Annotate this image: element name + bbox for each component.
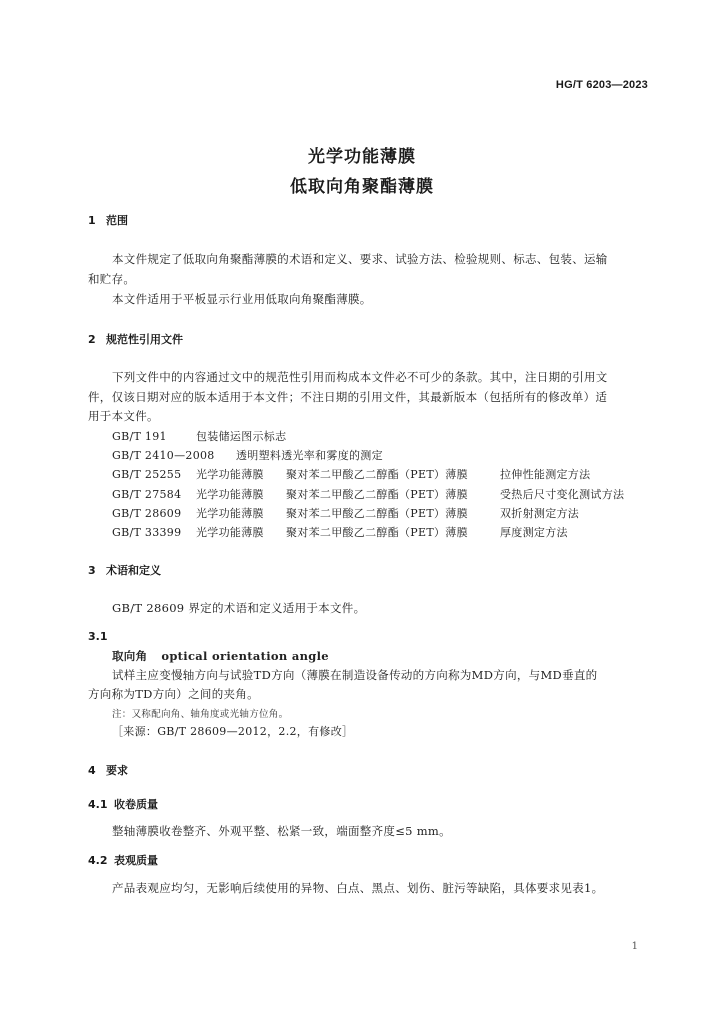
paragraph: 用于本文件。: [88, 409, 159, 423]
section-title: 范围: [106, 214, 128, 227]
term-number: 3.1: [88, 630, 108, 643]
paragraph: 下列文件中的内容通过文中的规范性引用而构成本文件必不可少的条款。其中，注日期的引用文: [112, 370, 608, 384]
section-1-heading: [88, 212, 128, 228]
reference-title: 双折射测定方法: [500, 507, 580, 520]
paragraph: GB/T 28609 界定的术语和定义适用于本文件。: [112, 601, 366, 615]
reference-material: 聚对苯二甲酸乙二醇酯（PET）薄膜: [286, 488, 468, 501]
subsection-title: 收卷质量: [114, 798, 158, 811]
reference-title: 厚度测定方法: [500, 526, 568, 539]
reference-part: 光学功能薄膜: [196, 507, 264, 520]
paragraph: 和贮存。: [88, 272, 136, 286]
subsection-title: 表观质量: [114, 854, 158, 867]
paragraph: 本文件适用于平板显示行业用低取向角聚酯薄膜。: [112, 292, 372, 306]
section-title: 要求: [106, 764, 128, 777]
section-number: 2: [88, 333, 96, 346]
reference-item: [112, 486, 624, 502]
subsection-number: 4.1: [88, 798, 108, 811]
term-source: ［来源：GB/T 28609—2012，2.2，有修改］: [112, 725, 354, 738]
reference-item: [112, 466, 590, 482]
reference-item: [112, 428, 286, 444]
paragraph: 本文件规定了低取向角聚酯薄膜的术语和定义、要求、试验方法、检验规则、标志、包装、运输: [112, 252, 608, 266]
definition-text: 方向称为TD方向）之间的夹角。: [88, 687, 259, 701]
paragraph: 产品表观应均匀，无影响后续使用的异物、白点、黑点、划伤、脏污等缺陷，具体要求见表1。: [112, 881, 604, 895]
reference-material: 聚对苯二甲酸乙二醇酯（PET）薄膜: [286, 507, 468, 520]
section-number: 1: [88, 214, 96, 227]
standard-number: HG/T 6203—2023: [555, 79, 648, 91]
reference-code: GB/T 27584: [112, 488, 182, 501]
reference-item: [112, 505, 579, 521]
term-english: optical orientation angle: [161, 649, 329, 663]
reference-part: 光学功能薄膜: [196, 468, 264, 481]
section-number: 4: [88, 764, 96, 777]
section-number: 3: [88, 564, 96, 577]
reference-code: GB/T 2410—2008: [112, 449, 215, 462]
section-3-heading: [88, 562, 161, 578]
paragraph: 件，仅该日期对应的版本适用于本文件；不注日期的引用文件，其最新版本（包括所有的修改单）适: [88, 390, 608, 404]
reference-material: 聚对苯二甲酸乙二醇酯（PET）薄膜: [286, 468, 468, 481]
section-title: 术语和定义: [106, 564, 161, 577]
definition-text: 试样主应变慢轴方向与试验TD方向（薄膜在制造设备传动的方向称为MD方向，与MD垂直的: [112, 668, 598, 682]
reference-title: 受热后尺寸变化测试方法: [500, 488, 625, 501]
subsection-number: 4.2: [88, 854, 108, 867]
term-chinese: 取向角: [112, 649, 148, 663]
reference-code: GB/T 28609: [112, 507, 182, 520]
subsection-4-2-heading: [88, 852, 158, 868]
reference-title: 包装储运图示标志: [196, 430, 287, 443]
reference-code: GB/T 191: [112, 430, 167, 443]
reference-item: [112, 524, 568, 540]
reference-title: 拉伸性能测定方法: [500, 468, 591, 481]
reference-code: GB/T 25255: [112, 468, 182, 481]
reference-code: GB/T 33399: [112, 526, 182, 539]
term-entry: [112, 648, 329, 664]
subsection-4-1-heading: [88, 796, 158, 812]
section-4-heading: [88, 762, 128, 778]
paragraph: 整轴薄膜收卷整齐、外观平整、松紧一致，端面整齐度≤5 mm。: [112, 824, 451, 838]
section-title: 规范性引用文件: [106, 333, 183, 346]
page-number: 1: [631, 941, 638, 952]
document-title-line1: 光学功能薄膜: [308, 147, 416, 167]
reference-material: 聚对苯二甲酸乙二醇酯（PET）薄膜: [286, 526, 468, 539]
reference-part: 光学功能薄膜: [196, 526, 264, 539]
term-note: 注：又称配向角、轴角度或光轴方位角。: [112, 709, 289, 720]
document-title-line2: 低取向角聚酯薄膜: [290, 177, 434, 197]
reference-part: 光学功能薄膜: [196, 488, 264, 501]
section-2-heading: [88, 331, 183, 347]
reference-item: [112, 447, 383, 463]
reference-title: 透明塑料透光率和雾度的测定: [236, 449, 383, 462]
